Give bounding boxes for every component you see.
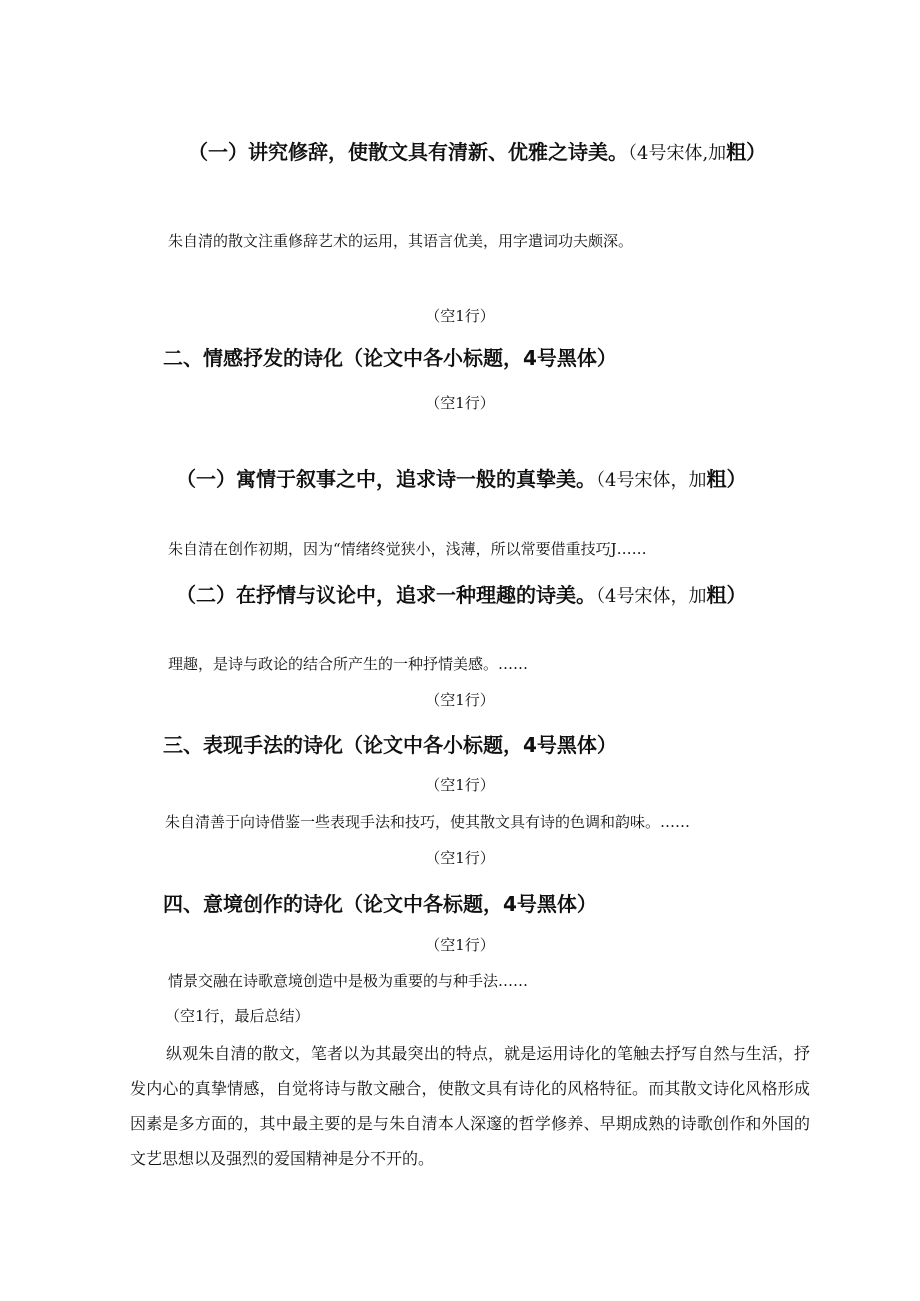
subheading-1	[130, 128, 780, 178]
subheading-1-tail: 粗）	[726, 140, 767, 164]
paragraph-2-1: 朱自清在创作初期，因为“情绪终觉狭小，浅薄，所以常要借重技巧J……	[168, 540, 647, 558]
subheading-1-note: （4号宋体,加	[628, 143, 727, 164]
section-heading-4: 四、意境创作的诗化（论文中各标题，4号黑体）	[163, 892, 597, 916]
blank-line-note: （空1行）	[425, 307, 495, 325]
blank-line-note: （空1行）	[425, 776, 495, 794]
subheading-2-2-tail: 粗）	[706, 583, 747, 607]
section-heading-3: 三、表现手法的诗化（论文中各小标题，4号黑体）	[163, 733, 617, 757]
paragraph-4: 情景交融在诗歌意境创造中是极为重要的与种手法……	[168, 972, 529, 990]
section-heading-2: 二、情感抒发的诗化（论文中各小标题，4号黑体）	[163, 346, 617, 370]
subheading-2-1-tail: 粗）	[706, 467, 747, 491]
subheading-2-2	[130, 580, 780, 612]
subheading-2-1-note: （4号宋体，加	[596, 470, 707, 491]
subheading-2-2-text: （二）在抒情与议论中，追求一种理趣的诗美。	[176, 583, 596, 607]
subheading-2-1-text: （一）寓情于叙事之中，追求诗一般的真挚美。	[176, 467, 596, 491]
subheading-2-2-note: （4号宋体，加	[596, 586, 707, 607]
subheading-2-1	[130, 464, 780, 496]
paragraph-2-2: 理趣，是诗与政论的结合所产生的一种抒情美感。……	[168, 655, 529, 673]
paragraph-1: 朱自清的散文注重修辞艺术的运用，其语言优美，用字遣词功夫颇深。	[168, 232, 634, 250]
blank-line-note: （空1行）	[425, 691, 495, 709]
subheading-1-text: （一）讲究修辞，使散文具有清新、优雅之诗美。	[188, 140, 628, 164]
blank-line-note: （空1行）	[425, 849, 495, 867]
blank-line-note: （空1行）	[425, 936, 495, 954]
blank-line-final-note: （空1行，最后总结）	[165, 1007, 310, 1025]
conclusion-paragraph: 纵观朱自清的散文，笔者以为其最突出的特点，就是运用诗化的笔触去抒写自然与生活，抒发内心的真挚情感，自觉将诗与散文融合，使散文具有诗化的风格特征。而其散文诗化风格形成因素是多方面的，其中最主要的是与朱自清本人深邃的哲学修养、早期成熟的诗歌创作和外国的文艺思想以及强烈的爱国精神是分不开的。	[130, 1044, 810, 1168]
blank-line-note: （空1行）	[425, 394, 495, 412]
paragraph-3: 朱自清善于向诗借鉴一些表现手法和技巧，使其散文具有诗的色调和韵味。……	[165, 813, 691, 831]
